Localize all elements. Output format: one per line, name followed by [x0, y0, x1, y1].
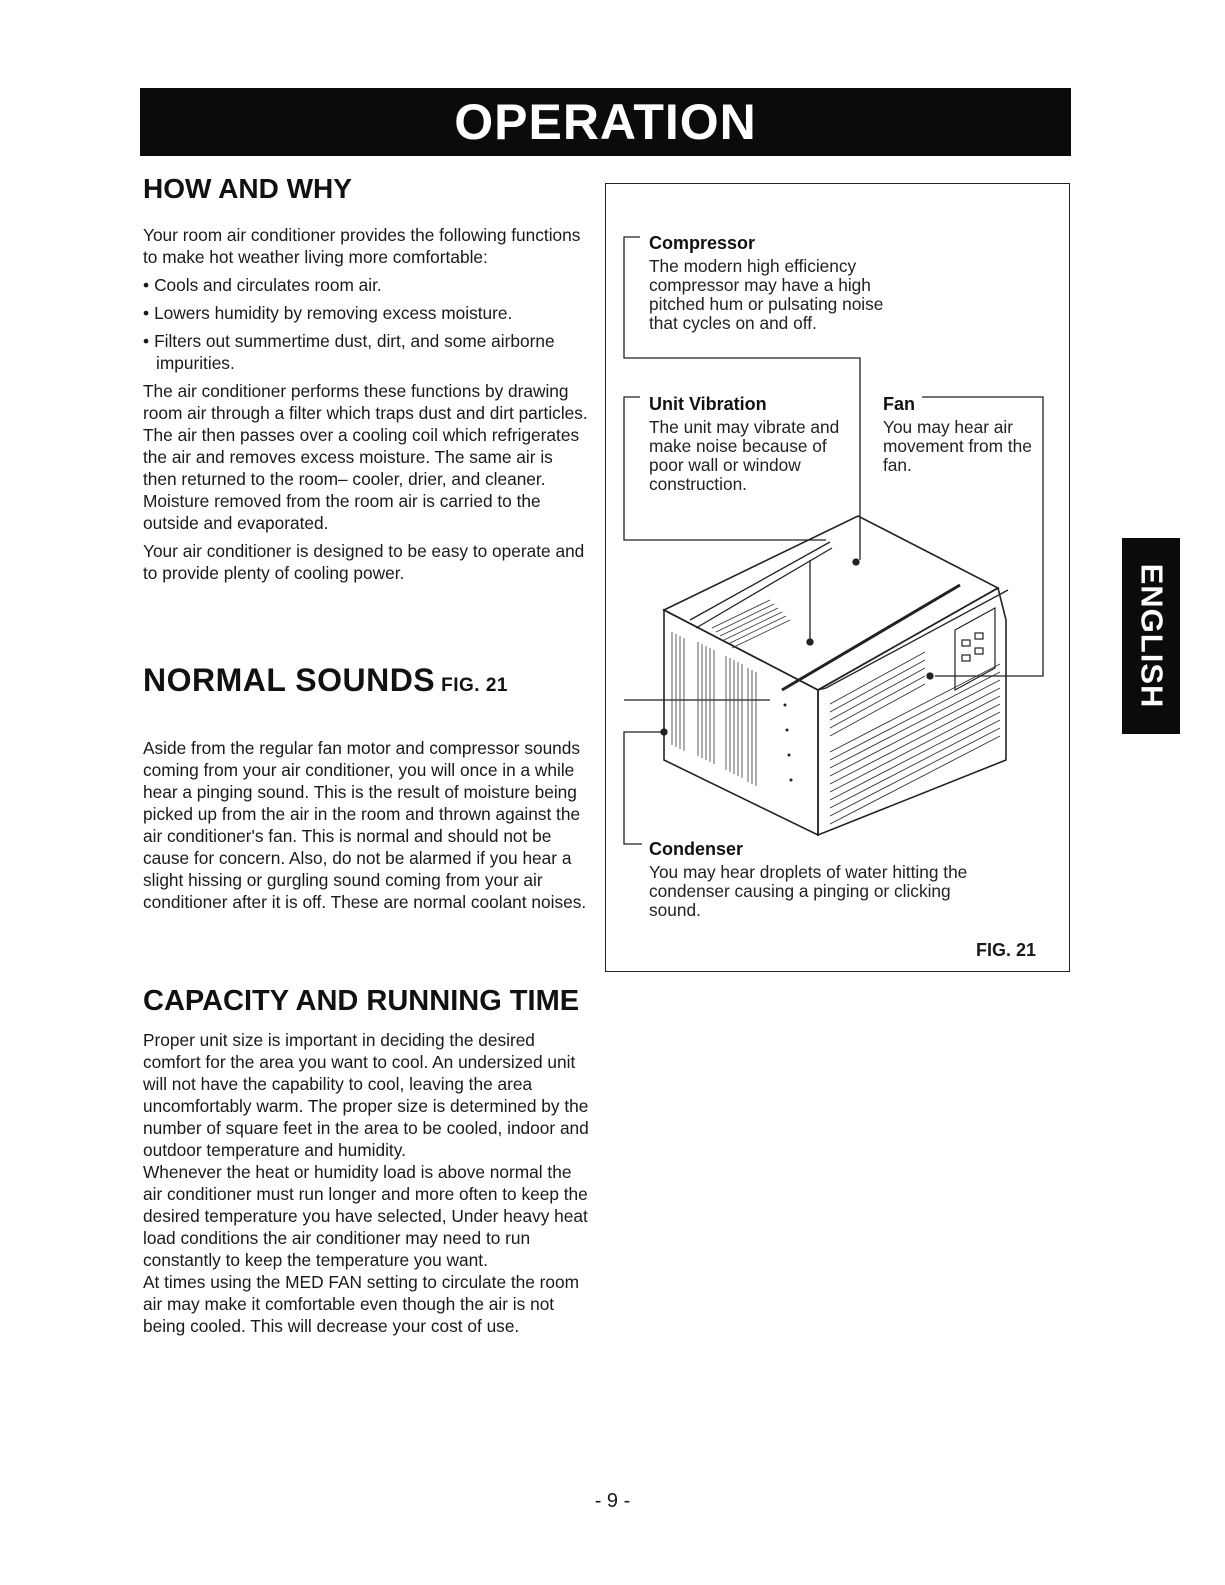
- callout-condenser-text: You may hear droplets of water hitting the condenser causing a pinging or clicking sound.: [649, 862, 968, 920]
- callout-fan-title: Fan: [883, 394, 916, 414]
- figure-label: FIG. 21: [976, 940, 1037, 960]
- callout-compressor-text: The modern high efficiency compressor may have a high pitched hum or pulsating noise that cycles on and off.: [649, 256, 884, 333]
- how-and-why-body-1: The air conditioner performs these functions by drawing room air through a filter which traps dust and dirt particles. The air then passes over a cooling coil which refrigerates the air and removes excess moisture. The same air is then returned to the room– cooler, drier, and cleaner. Moisture removed from the room air is carried to the outside and evaporated.: [143, 381, 588, 533]
- heading-fig-ref: FIG. 21: [441, 675, 508, 696]
- language-tab-label: ENGLISH: [1134, 563, 1170, 709]
- how-and-why-intro: Your room air conditioner provides the following functions to make hot weather living more comfortable:: [143, 225, 581, 267]
- callout-condenser: [649, 840, 994, 920]
- callout-fan: [883, 395, 1035, 475]
- heading-normal-sounds-text: NORMAL SOUNDS: [143, 662, 436, 698]
- heading-how-and-why: HOW AND WHY: [143, 173, 352, 204]
- condenser-leader: [624, 732, 662, 844]
- callout-unit-vibration: [649, 395, 857, 494]
- callout-unit-vibration-text: The unit may vibrate and make noise because of poor wall or window construction.: [649, 417, 840, 494]
- list-item: • Cools and circulates room air.: [143, 274, 591, 296]
- callout-compressor-title: Compressor: [649, 233, 756, 253]
- capacity-p3: At times using the MED FAN setting to circulate the room air may make it comfortable even though the air is not being cooled. This will decrease your cost of use.: [143, 1272, 580, 1336]
- normal-sounds-body: Aside from the regular fan motor and compressor sounds coming from your air conditioner, you will once in a while hear a pinging sound. This is the result of moisture being picked up from the air in the room and thrown against the air conditioner's fan. This is normal and should not be cause for concern. Also, do not be alarmed if you hear a slight hissing or gurgling sound coming from your air conditioner after it is off. These are normal coolant noises.: [143, 738, 587, 912]
- callout-unit-vibration-title: Unit Vibration: [649, 394, 767, 414]
- capacity-p1: Proper unit size is important in deciding the desired comfort for the area you want to cool. An undersized unit will not have the capability to cool, leaving the area uncomfortably warm. The proper size is determined by the number of square feet in the area to be cooled, indoor and outdoor temperature and humidity.: [143, 1030, 589, 1160]
- callout-compressor: [649, 234, 909, 333]
- capacity-p2: Whenever the heat or humidity load is above normal the air conditioner must run longer and more often to keep the desired temperature you have selected, Under heavy heat load conditions the air conditioner may need to run constantly to keep the temperature you want.: [143, 1162, 588, 1270]
- list-item: • Lowers humidity by removing excess moisture.: [143, 302, 591, 324]
- how-and-why-body-2: Your air conditioner is designed to be easy to operate and to provide plenty of cooling power.: [143, 541, 585, 583]
- heading-capacity: CAPACITY AND RUNNING TIME: [143, 985, 580, 1017]
- callout-condenser-title: Condenser: [649, 839, 744, 859]
- page-title-banner: OPERATION: [140, 88, 1071, 156]
- page-number: - 9 -: [594, 1490, 631, 1512]
- callout-fan-text: You may hear air movement from the fan.: [883, 417, 1032, 475]
- list-item: • Filters out summertime dust, dirt, and some airborne impurities.: [143, 330, 591, 374]
